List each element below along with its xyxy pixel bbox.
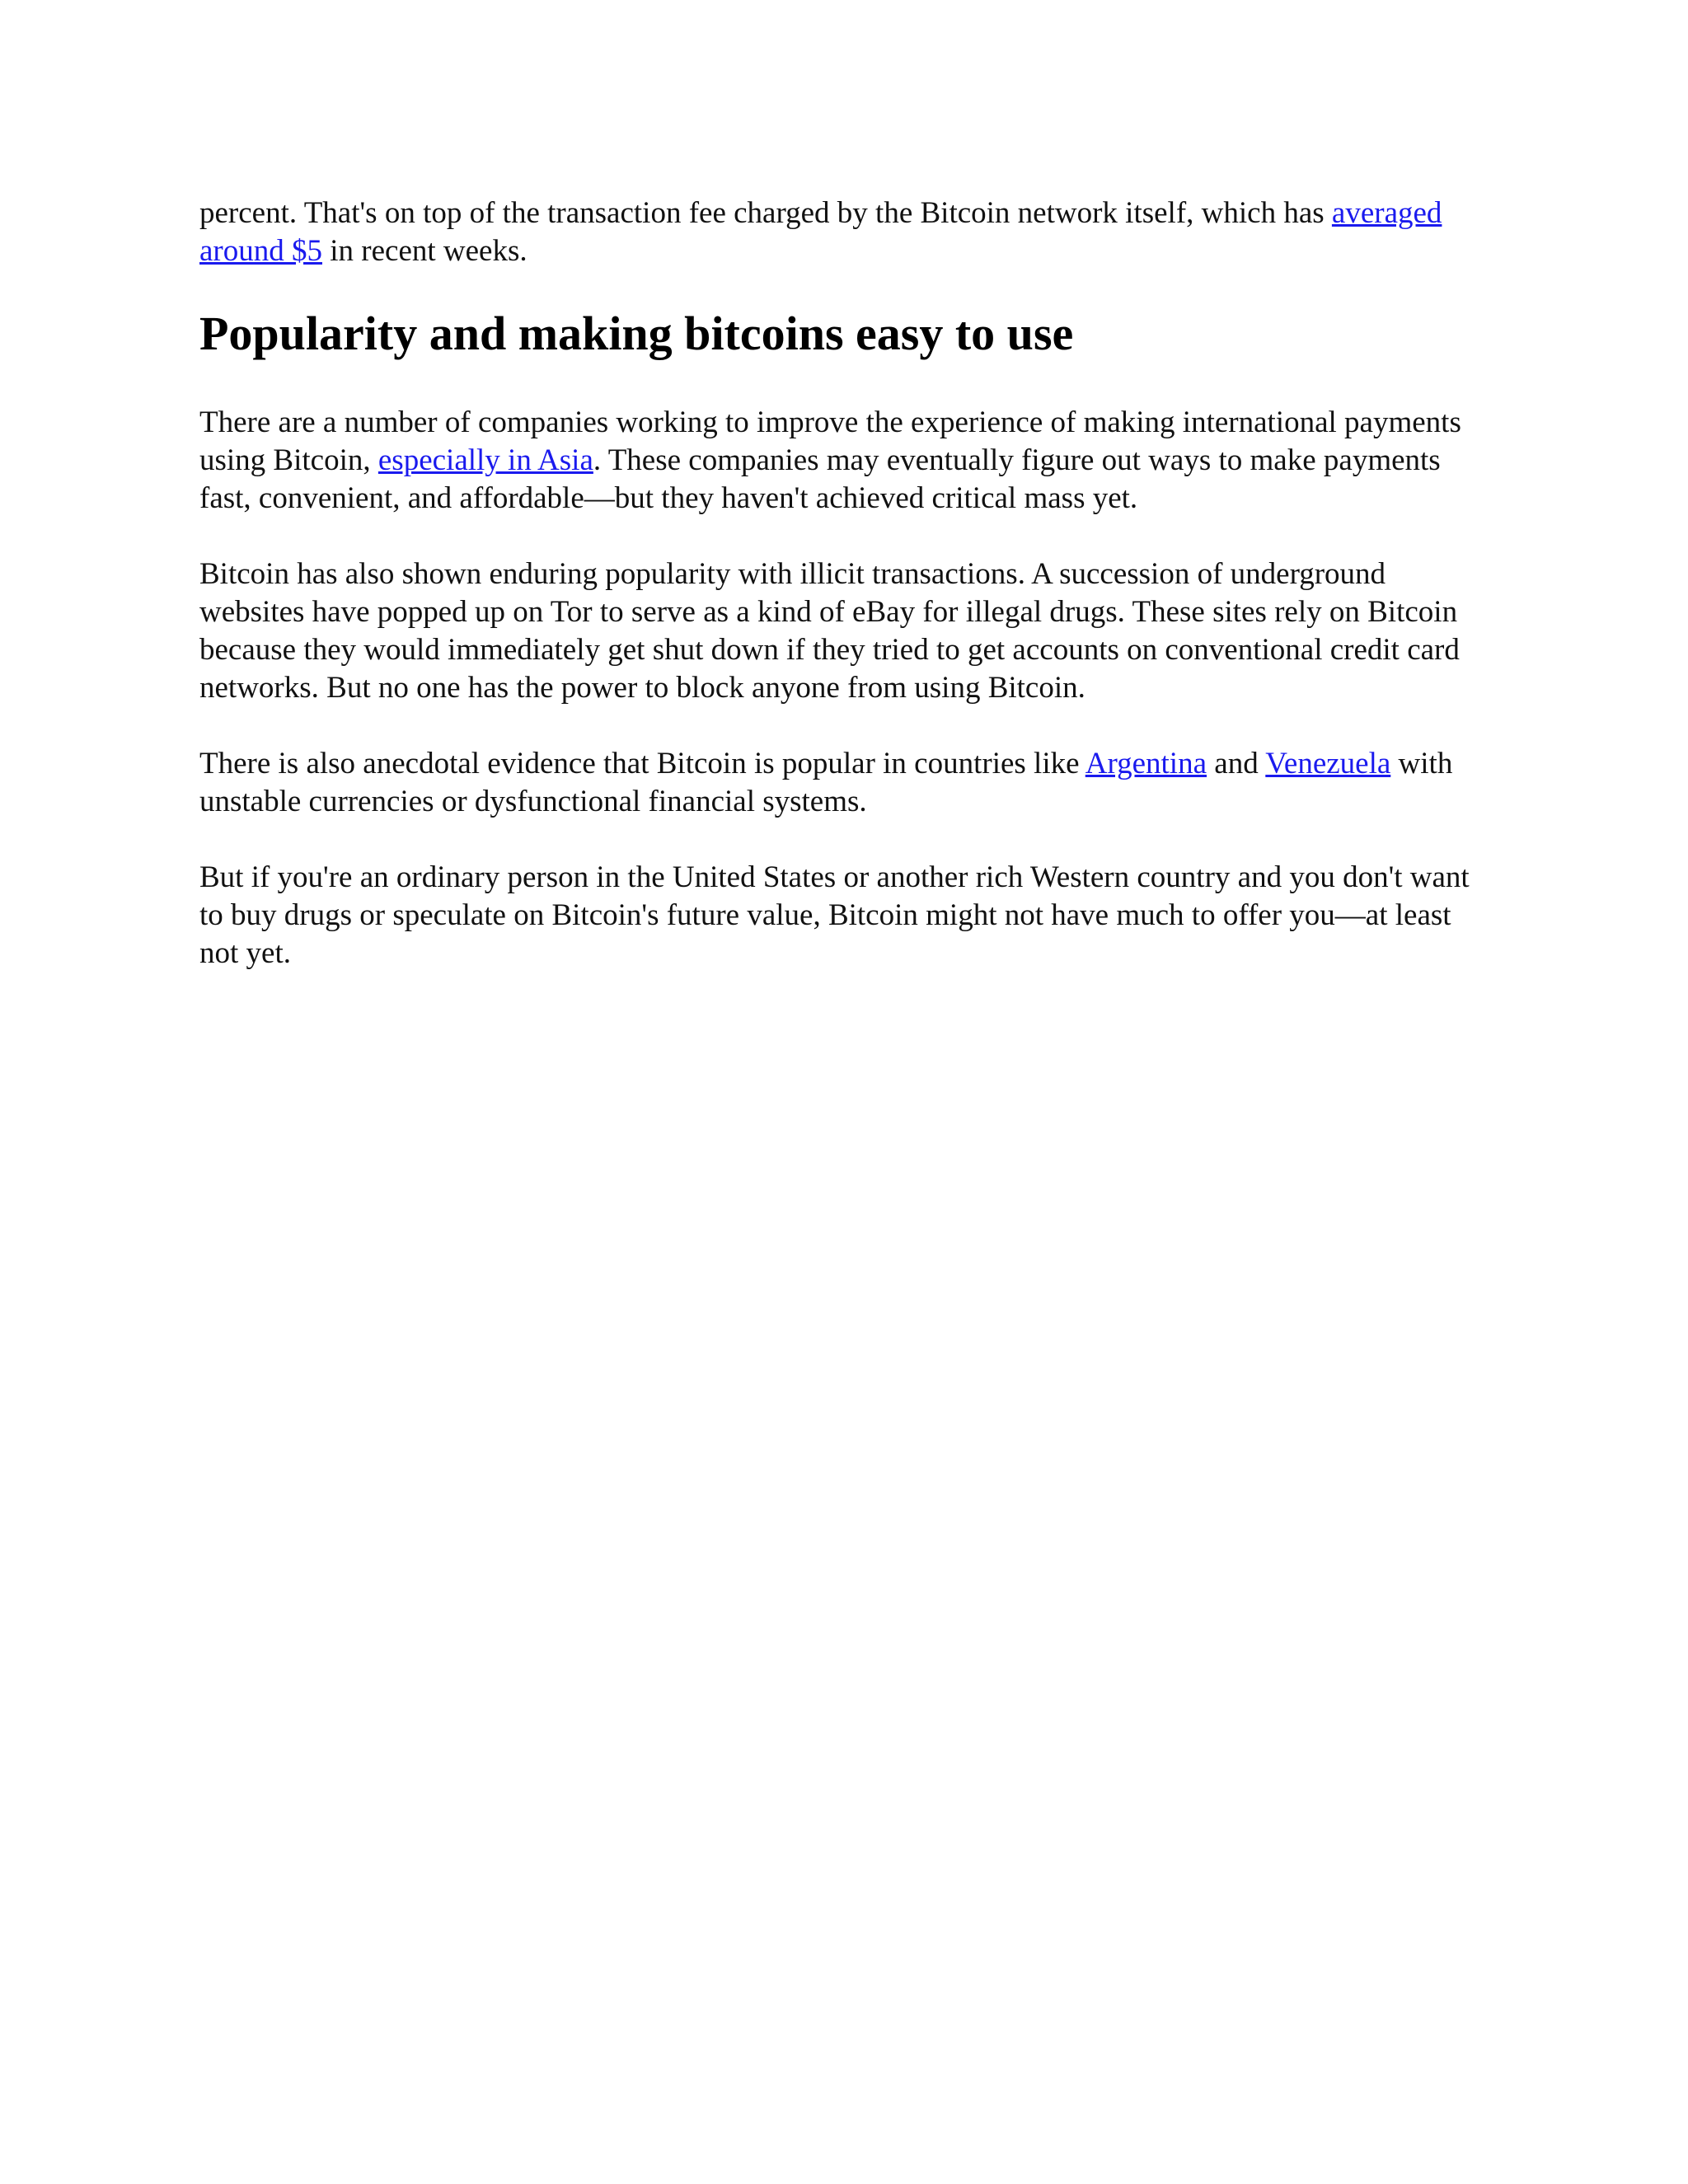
paragraph-text: and <box>1207 747 1266 780</box>
paragraph-text: with unstable currencies or dysfunctional financial systems. <box>199 747 1453 818</box>
section-heading: Popularity and making bitcoins easy to use <box>199 307 1074 360</box>
paragraph-anecdotal-evidence <box>199 745 1485 821</box>
link-averaged-around-5[interactable]: averaged around $5 <box>199 196 1442 268</box>
paragraph-text: There are a number of companies working to improve the experience of making international payments using Bitcoin, <box>199 405 1461 477</box>
paragraph-text: There is also anecdotal evidence that Bitcoin is popular in countries like <box>199 747 1085 780</box>
paragraph-text: . These companies may eventually figure out ways to make payments fast, convenient, and affordable—but they haven't achieved critical mass yet. <box>199 443 1441 515</box>
paragraph-international-payments <box>199 404 1485 518</box>
article-body <box>199 194 1485 1010</box>
link-argentina[interactable]: Argentina <box>1085 747 1207 780</box>
paragraph-text: But if you're an ordinary person in the United States or another rich Western country and you don't want to buy drugs or speculate on Bitcoin's future value, Bitcoin might not have much to offer you—at least not yet. <box>199 860 1470 970</box>
link-especially-in-asia[interactable]: especially in Asia <box>377 443 593 477</box>
paragraph-transaction-fee <box>199 194 1485 270</box>
paragraph-text: percent. That's on top of the transaction fee charged by the Bitcoin network itself, which has <box>199 196 1332 230</box>
link-venezuela[interactable]: Venezuela <box>1265 747 1391 780</box>
paragraph-text: in recent weeks. <box>322 234 528 268</box>
paragraph-text: Bitcoin has also shown enduring popularity with illicit transactions. A succession of underground websites have popped up on Tor to serve as a kind of eBay for illegal drugs. These sites rely on Bitcoin because they would immediately get shut down if they tried to get accounts on conventional credit card networks. But no one has the power to block anyone from using Bitcoin. <box>199 557 1460 705</box>
paragraph-illicit-transactions <box>199 555 1485 707</box>
paragraph-ordinary-person <box>199 859 1485 972</box>
